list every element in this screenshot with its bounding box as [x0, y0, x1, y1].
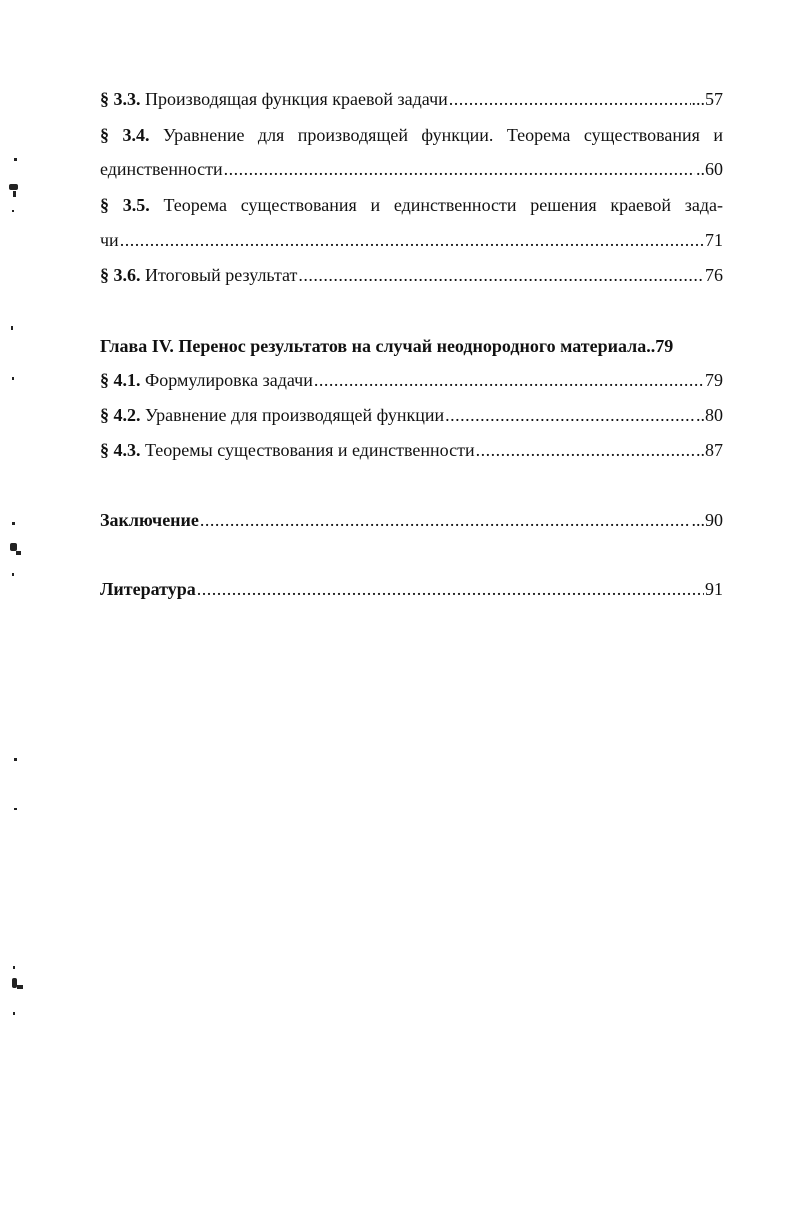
toc-entry-number: § 4.3. [100, 440, 141, 460]
toc-entry-page: 79 [705, 370, 723, 390]
toc-chapter-title: Глава IV. Перенос результатов на случай неоднородного материала [100, 336, 647, 356]
toc-entry-title: Уравнение для производящей функции [145, 405, 445, 425]
toc-entry-page: 91 [705, 579, 723, 599]
toc-entry-title: Заключение [100, 510, 199, 530]
toc-entry-3-5-line1 [100, 194, 723, 216]
toc-leader-dots [449, 88, 691, 110]
toc-entry-title: Уравнение для производящей функции. Теорема существования и [162, 125, 724, 145]
toc-entry-title-cont: чи [100, 230, 119, 250]
scan-speck [13, 1012, 15, 1015]
toc-entry-number: § 3.3. [100, 89, 141, 109]
toc-entry-page: ..60 [696, 159, 723, 179]
scan-speck [14, 808, 17, 810]
scan-speck [9, 184, 18, 190]
toc-entry-page: ..80 [696, 405, 723, 425]
scan-speck [10, 543, 17, 551]
toc-entry-3-5-line2 [100, 229, 723, 251]
toc-entry-page: ...57 [691, 89, 723, 109]
toc-entry-title: Теоремы существования и единственности [145, 440, 475, 460]
toc-chapter-4 [100, 335, 723, 357]
toc-leader-dots [298, 264, 704, 286]
toc-entry-title: Теорема существования и единственности решения краевой зада- [163, 195, 724, 215]
scan-speck [12, 210, 14, 212]
toc-leader-dots [476, 439, 695, 461]
toc-entry-page: 71 [705, 230, 723, 250]
toc-entry-title: Формулировка задачи [145, 370, 313, 390]
toc-entry-number: § 4.1. [100, 370, 141, 390]
scan-speck [14, 158, 17, 161]
toc-leader-dots [120, 229, 704, 251]
scan-speck [12, 377, 14, 380]
scan-speck [16, 551, 21, 555]
toc-entry-page: ..87 [696, 440, 723, 460]
toc-entry-number: § 3.5. [100, 195, 150, 215]
toc-leader-dots [197, 578, 704, 600]
scan-speck [13, 191, 16, 197]
toc-entry-page: ..79 [646, 336, 674, 356]
toc-entry-number: § 3.6. [100, 265, 141, 285]
toc-leader-dots [445, 404, 695, 426]
toc-entry-title: Литература [100, 579, 196, 599]
scan-speck [12, 573, 14, 576]
toc-entry-title: Итоговый результат [145, 265, 298, 285]
scan-speck [17, 985, 23, 989]
toc-leader-dots [314, 369, 704, 391]
toc-entry-4-2 [100, 404, 723, 426]
scan-speck [14, 758, 17, 761]
toc-entry-number: § 3.4. [100, 125, 150, 145]
scan-speck [11, 326, 13, 330]
toc-entry-literature [100, 578, 723, 600]
toc-entry-title-cont: единственности [100, 159, 223, 179]
toc-entry-page: ...90 [691, 510, 723, 530]
toc-leader-dots [200, 509, 691, 531]
toc-leader-dots [224, 158, 695, 180]
toc-entry-4-1 [100, 369, 723, 391]
toc-entry-3-3 [100, 88, 723, 110]
toc-entry-3-4-line1 [100, 124, 723, 146]
toc-entry-conclusion [100, 509, 723, 531]
toc-entry-page: 76 [705, 265, 723, 285]
scan-speck [12, 522, 15, 525]
toc-entry-number: § 4.2. [100, 405, 141, 425]
toc-entry-4-3 [100, 439, 723, 461]
toc-entry-3-6 [100, 264, 723, 286]
toc-entry-3-4-line2 [100, 158, 723, 180]
scan-speck [13, 966, 15, 969]
toc-entry-title: Производящая функция краевой задачи [145, 89, 448, 109]
